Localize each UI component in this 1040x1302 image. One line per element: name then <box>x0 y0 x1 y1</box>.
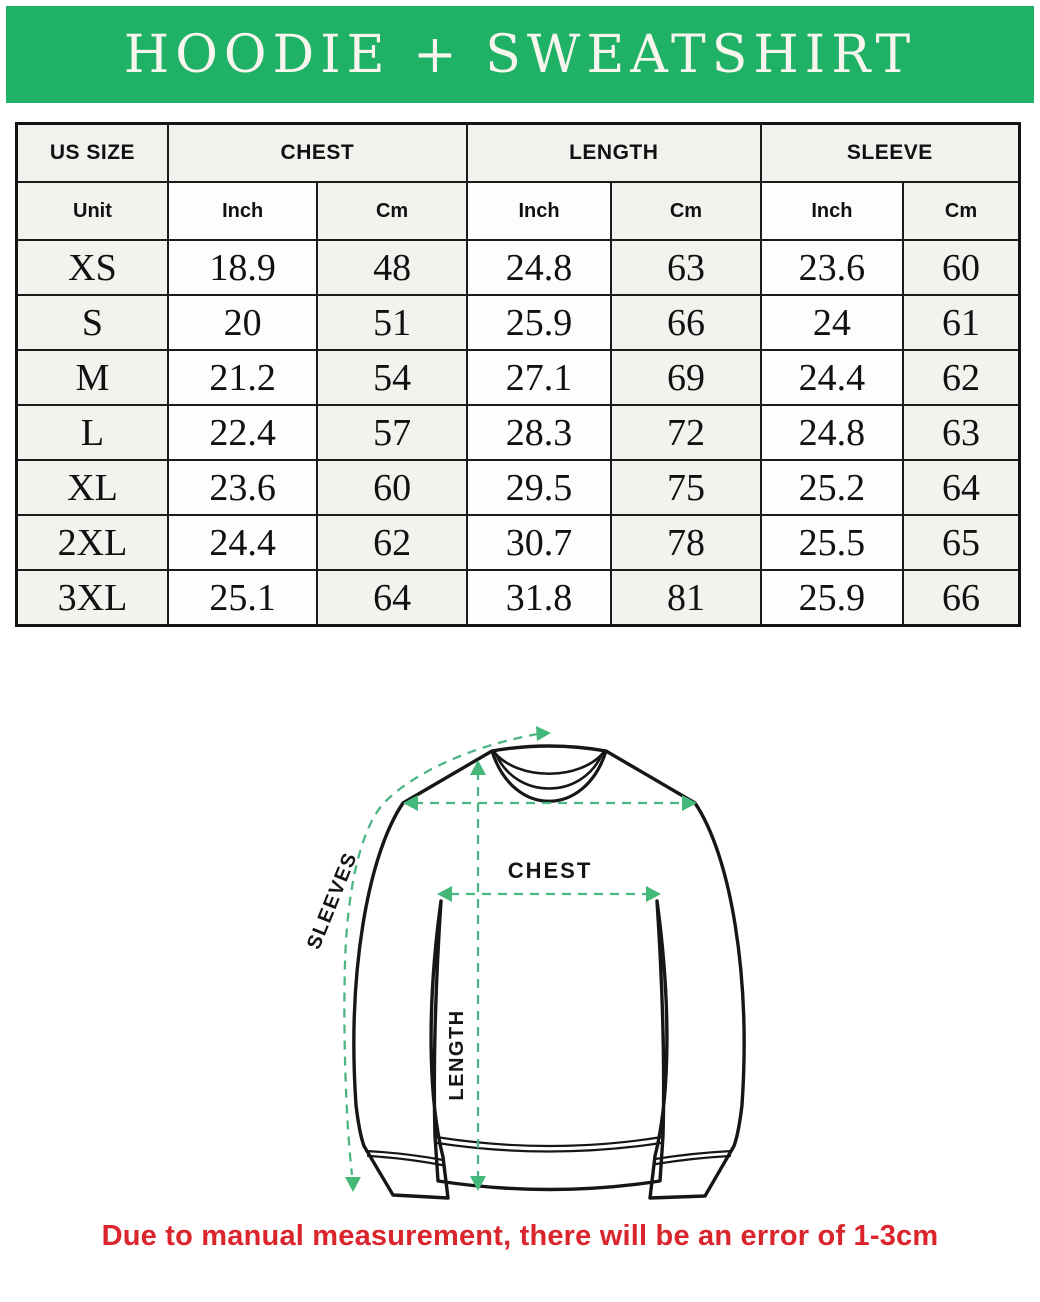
value-cell: 81 <box>611 570 760 626</box>
value-cell: 69 <box>611 350 760 405</box>
value-cell: 31.8 <box>467 570 611 626</box>
value-cell: 64 <box>903 460 1019 515</box>
header-us-size: US SIZE <box>17 124 168 183</box>
unit-cell: Cm <box>903 182 1019 240</box>
value-cell: 66 <box>611 295 760 350</box>
value-cell: 20 <box>168 295 317 350</box>
size-label-cell: M <box>17 350 168 405</box>
measurement-disclaimer: Due to manual measurement, there will be an error of 1-3cm <box>101 1220 939 1252</box>
table-row-l <box>17 405 1020 460</box>
size-label-cell: S <box>17 295 168 350</box>
value-cell: 54 <box>317 350 466 405</box>
unit-cell: Inch <box>467 182 611 240</box>
value-cell: 57 <box>317 405 466 460</box>
page-title: HOODIE + SWEATSHIRT <box>123 24 917 85</box>
value-cell: 65 <box>903 515 1019 570</box>
unit-cell: Unit <box>17 182 168 240</box>
value-cell: 23.6 <box>761 240 903 295</box>
size-label-cell: 3XL <box>17 570 168 626</box>
value-cell: 48 <box>317 240 466 295</box>
value-cell: 24.4 <box>168 515 317 570</box>
table-row-xs <box>17 240 1020 295</box>
arrow-right-icon <box>536 726 551 741</box>
value-cell: 24.8 <box>761 405 903 460</box>
value-cell: 72 <box>611 405 760 460</box>
table-header-row <box>17 124 1020 183</box>
value-cell: 61 <box>903 295 1019 350</box>
value-cell: 28.3 <box>467 405 611 460</box>
header-sleeve: SLEEVE <box>761 124 1020 183</box>
unit-cell: Cm <box>611 182 760 240</box>
value-cell: 21.2 <box>168 350 317 405</box>
sweatshirt-body-path <box>354 746 744 1198</box>
value-cell: 25.1 <box>168 570 317 626</box>
value-cell: 30.7 <box>467 515 611 570</box>
chest-label: CHEST <box>507 858 593 883</box>
size-label-cell: XS <box>17 240 168 295</box>
table-row-m <box>17 350 1020 405</box>
value-cell: 62 <box>317 515 466 570</box>
value-cell: 29.5 <box>467 460 611 515</box>
value-cell: 66 <box>903 570 1019 626</box>
value-cell: 75 <box>611 460 760 515</box>
value-cell: 25.2 <box>761 460 903 515</box>
size-chart-table <box>15 122 1021 627</box>
size-label-cell: XL <box>17 460 168 515</box>
unit-cell: Inch <box>761 182 903 240</box>
length-label: LENGTH <box>446 1009 468 1101</box>
title-banner <box>6 6 1034 103</box>
unit-cell: Cm <box>317 182 466 240</box>
sweatshirt-outline <box>354 746 744 1198</box>
value-cell: 60 <box>317 460 466 515</box>
unit-cell: Inch <box>168 182 317 240</box>
value-cell: 18.9 <box>168 240 317 295</box>
table-row-2xl <box>17 515 1020 570</box>
size-label-cell: L <box>17 405 168 460</box>
value-cell: 23.6 <box>168 460 317 515</box>
value-cell: 63 <box>611 240 760 295</box>
value-cell: 63 <box>903 405 1019 460</box>
value-cell: 24 <box>761 295 903 350</box>
value-cell: 24.8 <box>467 240 611 295</box>
sweatshirt-measurement-diagram <box>300 705 800 1215</box>
arrow-down-icon <box>345 1177 361 1192</box>
header-length: LENGTH <box>467 124 761 183</box>
unit-row <box>17 182 1020 240</box>
value-cell: 78 <box>611 515 760 570</box>
value-cell: 27.1 <box>467 350 611 405</box>
size-label-cell: 2XL <box>17 515 168 570</box>
table-row-3xl <box>17 570 1020 626</box>
value-cell: 25.9 <box>467 295 611 350</box>
header-chest: CHEST <box>168 124 467 183</box>
value-cell: 22.4 <box>168 405 317 460</box>
value-cell: 64 <box>317 570 466 626</box>
value-cell: 25.9 <box>761 570 903 626</box>
table-row-xl <box>17 460 1020 515</box>
sleeves-label: SLEEVES <box>302 848 362 953</box>
value-cell: 60 <box>903 240 1019 295</box>
table-row-s <box>17 295 1020 350</box>
value-cell: 25.5 <box>761 515 903 570</box>
value-cell: 24.4 <box>761 350 903 405</box>
value-cell: 51 <box>317 295 466 350</box>
value-cell: 62 <box>903 350 1019 405</box>
